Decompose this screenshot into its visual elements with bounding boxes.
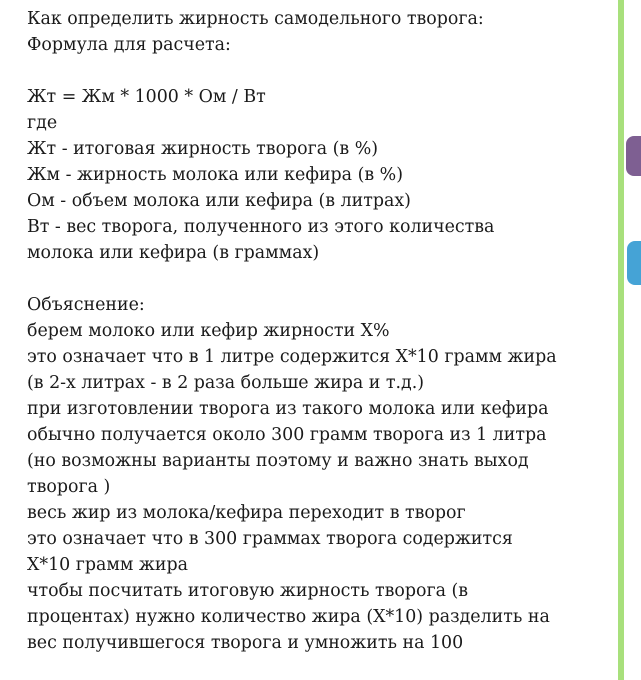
explanation-line: (но возможны варианты поэтому и важно знать выход — [27, 451, 529, 471]
explanation-line: вес получившегося творога и умножить на 100 — [27, 633, 464, 653]
explanation-line: это означает что в 300 граммах творога содержится — [27, 529, 513, 549]
definition-line: молока или кефира (в граммах) — [27, 243, 320, 263]
formula-heading: Формула для расчета: — [27, 35, 231, 55]
explanation-line: обычно получается около 300 грамм творога из 1 литра — [27, 425, 547, 445]
right-edge-accent-line — [618, 0, 624, 680]
explanation-line: при изготовлении творога из такого молока или кефира — [27, 399, 549, 419]
blank-line — [27, 266, 607, 292]
explanation-line: это означает что в 1 литре содержится Х*10 грамм жира — [27, 347, 557, 367]
explanation-line: Х*10 грамм жира — [27, 555, 189, 575]
explanation-line: берем молоко или кефир жирности Х% — [27, 321, 390, 341]
blank-line — [27, 58, 607, 84]
formula-text: Жт = Жм * 1000 * Ом / Вт — [27, 87, 266, 107]
side-tab-purple[interactable] — [626, 136, 641, 176]
definition-line: Жм - жирность молока или кефира (в %) — [27, 165, 403, 185]
definition-line: Вт - вес творога, полученного из этого количества — [27, 217, 495, 237]
explanation-line: процентах) нужно количество жира (Х*10) разделить на — [27, 607, 550, 627]
note-text-block — [27, 6, 607, 656]
explanation-heading: Объяснение: — [27, 295, 145, 315]
explanation-line: (в 2-х литрах - в 2 раза больше жира и т.д.) — [27, 373, 425, 393]
note-title: Как определить жирность самодельного творога: — [27, 9, 484, 29]
explanation-line: весь жир из молока/кефира переходит в творог — [27, 503, 466, 523]
where-label: где — [27, 113, 58, 133]
explanation-line: творога ) — [27, 477, 111, 497]
explanation-line: чтобы посчитать итоговую жирность творога (в — [27, 581, 469, 601]
definition-line: Жт - итоговая жирность творога (в %) — [27, 139, 379, 159]
side-tab-blue[interactable] — [627, 241, 641, 285]
definition-line: Ом - объем молока или кефира (в литрах) — [27, 191, 411, 211]
